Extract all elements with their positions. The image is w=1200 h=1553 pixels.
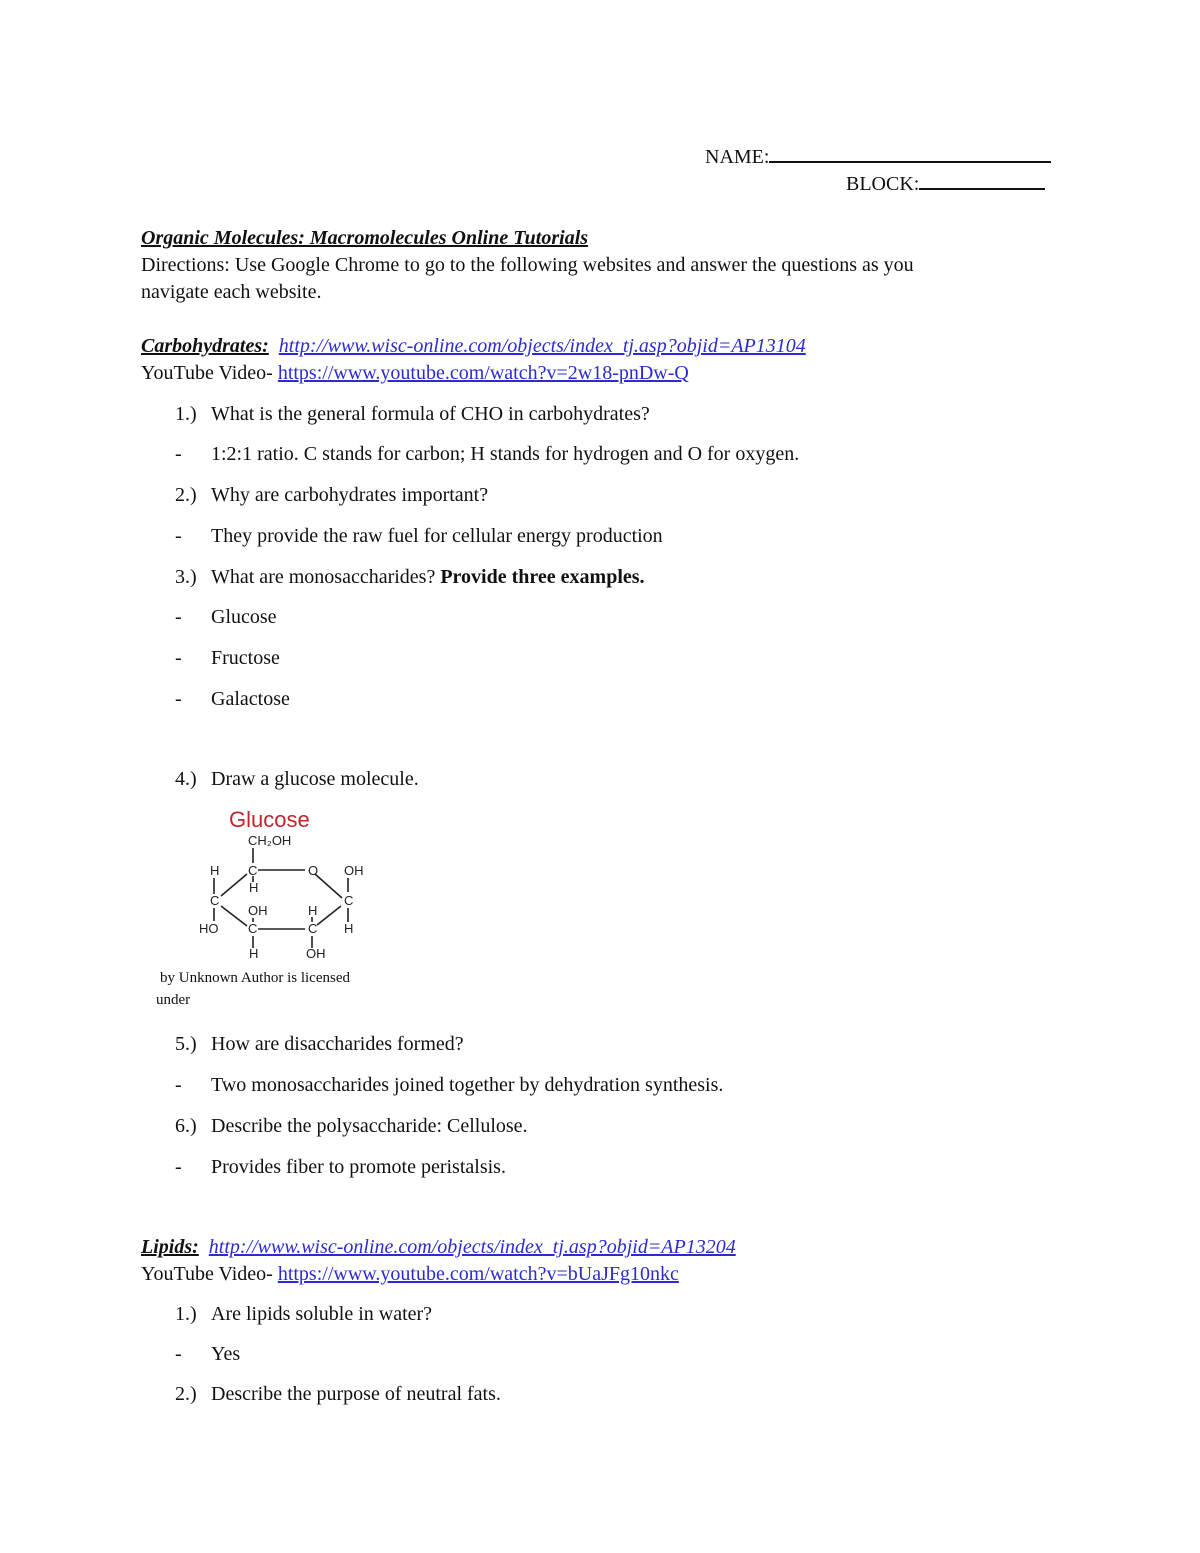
carb-answer-1	[175, 441, 799, 467]
atom-h-label: H	[210, 863, 220, 878]
lipids-heading-row	[141, 1234, 736, 1260]
answer-dash: -	[175, 525, 182, 547]
answer-dash: -	[175, 688, 182, 710]
name-blank[interactable]	[769, 161, 1051, 163]
question-text: What are monosaccharides?	[211, 566, 441, 588]
question-number: 5.)	[175, 1033, 197, 1055]
lipids-video-label: YouTube Video-	[141, 1263, 278, 1285]
atom-h-label: H	[249, 946, 259, 961]
carb-answer-2	[175, 523, 663, 549]
question-text: Why are carbohydrates important?	[211, 484, 489, 506]
carb-answer-3b	[175, 645, 280, 671]
answer-dash: -	[175, 647, 182, 669]
lipid-question-2	[175, 1381, 501, 1407]
block-label: BLOCK:	[846, 173, 920, 195]
carbohydrates-link[interactable]: http://www.wisc-online.com/objects/index_tj.asp?objid=AP13104	[278, 335, 806, 357]
lipid-question-1	[175, 1301, 432, 1327]
question-text: Describe the polysaccharide: Cellulose.	[211, 1115, 528, 1137]
atom-c-label: C	[308, 921, 318, 936]
carbohydrates-heading: Carbohydrates:	[141, 335, 269, 357]
carbohydrates-video-link[interactable]: https://www.youtube.com/watch?v=2w18-pnDw-Q	[277, 362, 689, 384]
block-field[interactable]	[846, 171, 1045, 197]
question-number: 4.)	[175, 768, 197, 790]
atom-o-label: O	[308, 863, 319, 878]
lipids-heading: Lipids:	[141, 1236, 199, 1258]
atom-c-label: C	[344, 893, 354, 908]
answer-text: Two monosaccharides joined together by dehydration synthesis.	[211, 1074, 724, 1096]
carbohydrates-heading-row	[141, 333, 806, 359]
lipids-video-row	[141, 1261, 679, 1287]
answer-text: Fructose	[211, 647, 280, 669]
glucose-bonds	[214, 848, 348, 948]
atom-oh-label: OH	[344, 863, 364, 878]
carbohydrates-video-row	[141, 360, 689, 386]
image-caption-line-2: under	[156, 992, 191, 1008]
atom-oh-label: OH	[248, 903, 268, 918]
answer-text: Yes	[211, 1343, 241, 1365]
question-emphasis: Provide three examples.	[440, 566, 645, 588]
question-text: What is the general formula of CHO in carbohydrates?	[211, 403, 650, 425]
atom-oh-label: OH	[306, 946, 326, 961]
atom-h-label: H	[344, 921, 354, 936]
atom-c-label: C	[210, 893, 220, 908]
atom-c-label: C	[248, 863, 258, 878]
question-number: 3.)	[175, 566, 197, 588]
answer-dash: -	[175, 606, 182, 628]
answer-text: Galactose	[211, 688, 290, 710]
carb-question-5	[175, 1031, 464, 1057]
question-text: Describe the purpose of neutral fats.	[211, 1383, 501, 1405]
question-text: How are disaccharides formed?	[211, 1033, 464, 1055]
question-text: Are lipids soluble in water?	[211, 1303, 433, 1325]
atom-h-label: H	[308, 903, 318, 918]
answer-dash: -	[175, 443, 182, 465]
answer-dash: -	[175, 1074, 182, 1096]
answer-text: Glucose	[211, 606, 277, 628]
carb-question-1	[175, 401, 650, 427]
answer-dash: -	[175, 1156, 182, 1178]
answer-text: They provide the raw fuel for cellular energy production	[211, 525, 663, 547]
answer-text: Provides fiber to promote peristalsis.	[211, 1156, 506, 1178]
atom-h-label: H	[249, 880, 259, 895]
question-number: 2.)	[175, 1383, 197, 1405]
carb-question-4	[175, 766, 419, 792]
carb-question-6	[175, 1113, 528, 1139]
lipid-answer-1	[175, 1341, 240, 1367]
answer-text: 1:2:1 ratio. C stands for carbon; H stands for hydrogen and O for oxygen.	[211, 443, 800, 465]
carb-question-2	[175, 482, 488, 508]
carb-answer-3a	[175, 604, 277, 630]
page-title: Organic Molecules: Macromolecules Online Tutorials	[141, 227, 589, 249]
question-number: 6.)	[175, 1115, 197, 1137]
lipids-video-link[interactable]: https://www.youtube.com/watch?v=bUaJFg10nkc	[277, 1263, 679, 1285]
carb-question-3	[175, 564, 645, 590]
carb-answer-3c	[175, 686, 290, 712]
carbohydrates-video-label: YouTube Video-	[141, 362, 278, 384]
glucose-structure-image	[145, 802, 390, 970]
block-blank[interactable]	[919, 188, 1045, 190]
lipids-link[interactable]: http://www.wisc-online.com/objects/index_tj.asp?objid=AP13204	[208, 1236, 736, 1258]
glucose-image-title: Glucose	[229, 807, 310, 832]
directions-line-2: navigate each website.	[141, 281, 322, 303]
directions-line-1: Directions: Use Google Chrome to go to the following websites and answer the questions as you	[141, 254, 914, 276]
image-caption-line-1: by Unknown Author is licensed	[160, 970, 350, 986]
name-field[interactable]	[705, 144, 1051, 170]
question-number: 2.)	[175, 484, 197, 506]
answer-dash: -	[175, 1343, 182, 1365]
carb-answer-5	[175, 1072, 723, 1098]
ch2oh-label: CH₂OH	[248, 833, 292, 848]
question-number: 1.)	[175, 1303, 197, 1325]
carb-answer-6	[175, 1154, 506, 1180]
question-text: Draw a glucose molecule.	[211, 768, 419, 790]
atom-c-label: C	[248, 921, 258, 936]
atom-ho-label: HO	[199, 921, 219, 936]
name-label: NAME:	[705, 146, 770, 168]
question-number: 1.)	[175, 403, 197, 425]
